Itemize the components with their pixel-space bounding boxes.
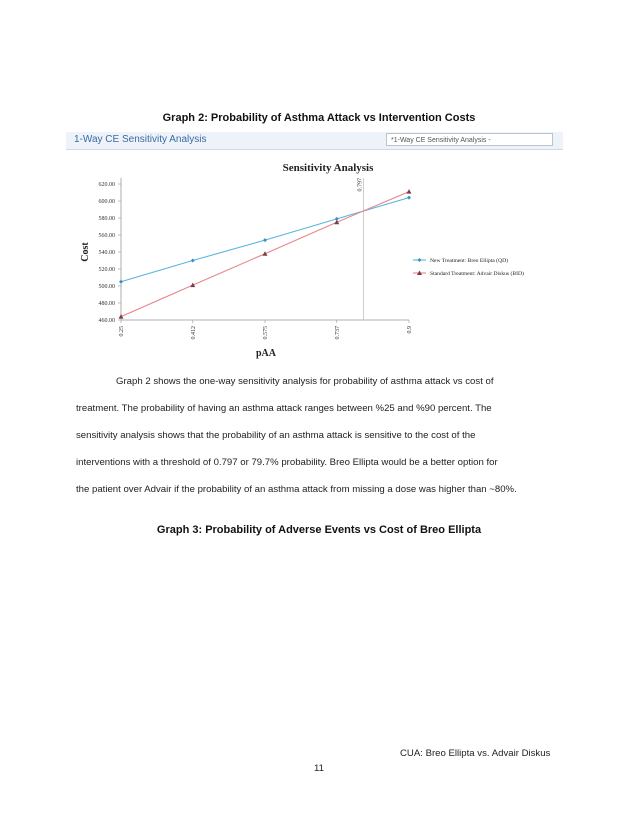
- paragraph-line: Graph 2 shows the one-way sensitivity analysis for probability of asthma attack vs cost of: [116, 376, 494, 387]
- paragraph-line: treatment. The probability of having an asthma attack ranges between %25 and %90 percent. The: [76, 403, 492, 414]
- x-tick-label: 0.25: [119, 326, 125, 337]
- legend-entry: Standard Treatment: Advair Diskus (BID): [430, 271, 524, 277]
- y-tick-label: 460.00: [98, 318, 115, 324]
- data-point-breo: [263, 238, 267, 242]
- page-number: 11: [314, 763, 324, 774]
- y-tick-label: 580.00: [98, 216, 115, 222]
- running-head: CUA: Breo Ellipta vs. Advair Diskus: [400, 748, 551, 759]
- data-point-advair: [407, 189, 412, 194]
- x-tick-label: 0.737: [334, 326, 341, 340]
- sensitivity-chart: [66, 132, 563, 362]
- paragraph-line: sensitivity analysis shows that the probability of an asthma attack is sensitive to the cost of the: [76, 430, 476, 441]
- y-tick-label: 500.00: [98, 284, 115, 290]
- window-header: [66, 132, 563, 150]
- data-point-breo: [191, 259, 195, 263]
- data-point-breo: [407, 196, 411, 200]
- y-tick-label: 520.00: [98, 267, 115, 273]
- graph2-title: Graph 2: Probability of Asthma Attack vs Intervention Costs: [162, 112, 476, 124]
- paragraph-line: the patient over Advair if the probability of an asthma attack from missing a dose was higher than ~80%.: [76, 484, 517, 495]
- analysis-tab[interactable]: *1-Way CE Sensitivity Analysis -: [386, 133, 553, 146]
- y-tick-label: 620.00: [98, 182, 115, 188]
- y-tick-label: 560.00: [98, 233, 115, 239]
- y-axis-label: Cost: [80, 242, 91, 262]
- sensitivity-figure: [66, 132, 563, 362]
- paragraph-line: interventions with a threshold of 0.797 or 79.7% probability. Breo Ellipta would be a better option for: [76, 457, 498, 468]
- x-tick-label: 0.9: [407, 326, 413, 334]
- data-point-breo: [119, 280, 123, 284]
- chart-title: Sensitivity Analysis: [282, 162, 374, 174]
- graph3-title: Graph 3: Probability of Adverse Events vs Cost of Breo Ellipta: [156, 524, 482, 536]
- y-tick-label: 600.00: [98, 199, 115, 205]
- y-tick-label: 540.00: [98, 250, 115, 256]
- x-tick-label: 0.575: [263, 326, 269, 340]
- threshold-label: 0.797: [357, 178, 364, 192]
- window-title: 1-Way CE Sensitivity Analysis: [74, 134, 207, 145]
- x-axis-label: pAA: [255, 348, 277, 359]
- x-tick-label: 0.412: [190, 326, 197, 340]
- legend-marker: [418, 258, 422, 262]
- y-tick-label: 480.00: [98, 301, 115, 307]
- legend-entry: New Treatment: Breo Ellipta (QD): [430, 258, 508, 264]
